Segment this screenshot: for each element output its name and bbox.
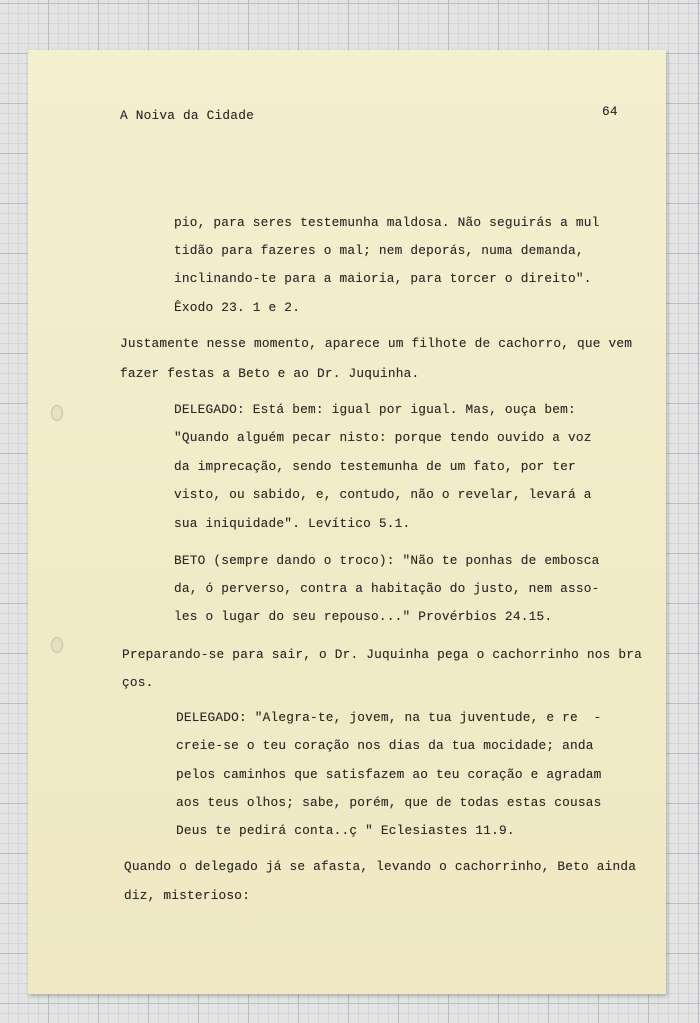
text-line: aos teus olhos; sabe, porém, que de todas estas cousas	[176, 795, 602, 810]
text-line: fazer festas a Beto e ao Dr. Juquinha.	[120, 366, 420, 381]
text-line: BETO (sempre dando o troco): "Não te ponhas de embosca	[174, 553, 600, 568]
text-line: sua iniquidade". Levítico 5.1.	[174, 516, 411, 531]
punch-hole-mark	[51, 405, 63, 421]
text-line: da imprecação, sendo testemunha de um fato, por ter	[174, 459, 576, 474]
running-title: A Noiva da Cidade	[120, 108, 254, 123]
text-line: tidão para fazeres o mal; nem deporás, numa demanda,	[174, 243, 584, 258]
text-line: visto, ou sabido, e, contudo, não o revelar, levará a	[174, 487, 592, 502]
text-line: pelos caminhos que satisfazem ao teu coração e agradam	[176, 767, 602, 782]
text-line: "Quando alguém pecar nisto: porque tendo ouvido a voz	[174, 430, 592, 445]
text-line: Quando o delegado já se afasta, levando o cachorrinho, Beto ainda	[124, 859, 637, 874]
typewritten-page	[28, 50, 666, 994]
text-line: creie-se o teu coração nos dias da tua mocidade; anda	[176, 738, 594, 753]
text-line: inclinando-te para a maioria, para torcer o direito".	[174, 271, 592, 286]
text-line: Êxodo 23. 1 e 2.	[174, 300, 301, 315]
page-number: 64	[602, 104, 618, 119]
text-line: Preparando-se para sair, o Dr. Juquinha pega o cachorrinho nos bra	[122, 647, 643, 662]
text-line: pio, para seres testemunha maldosa. Não seguirás a mul	[174, 215, 600, 230]
text-line: Deus te pedirá conta..ç " Eclesiastes 11.9.	[176, 823, 515, 838]
text-line: DELEGADO: Está bem: igual por igual. Mas, ouça bem:	[174, 402, 576, 417]
text-line: Justamente nesse momento, aparece um filhote de cachorro, que vem	[120, 336, 633, 351]
text-line: les o lugar do seu repouso..." Provérbios 24.15.	[174, 609, 553, 624]
punch-hole-mark	[51, 637, 63, 653]
text-line: DELEGADO: "Alegra-te, jovem, na tua juventude, e re -	[176, 710, 602, 725]
text-line: da, ó perverso, contra a habitação do justo, nem asso-	[174, 581, 600, 596]
text-line: ços.	[122, 675, 154, 690]
text-line: diz, misterioso:	[124, 888, 251, 903]
